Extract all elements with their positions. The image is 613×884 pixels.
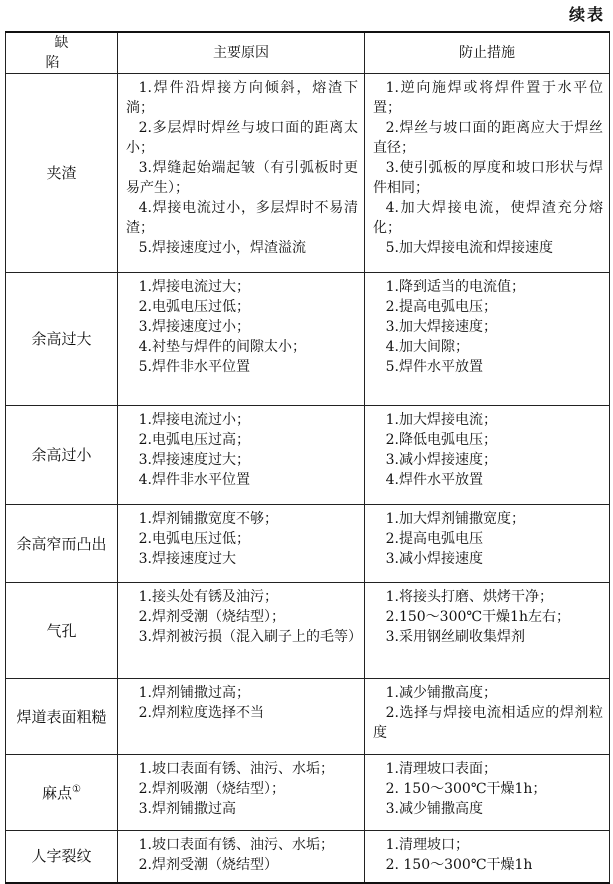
measure-item: 3.减小焊接速度；: [385, 452, 497, 468]
measures-cell: [365, 755, 610, 831]
measure-item: 3.减少铺撒高度: [385, 801, 483, 817]
measure-item: 2. 150～300℃干燥1h: [385, 857, 533, 873]
cause-item: 1.焊接电流过大；: [138, 279, 250, 295]
table-row: [6, 74, 610, 273]
causes-cell: [118, 406, 365, 505]
defect-cell: [6, 505, 118, 583]
measure-item: 1.降到适当的电流值；: [385, 279, 525, 295]
causes-cell: [118, 505, 365, 583]
causes-cell: [118, 755, 365, 831]
cause-item: 2.焊剂粒度选择不当: [138, 705, 264, 721]
causes-cell: [118, 831, 365, 883]
cause-item: 1.焊剂铺撒宽度不够；: [138, 511, 278, 527]
cause-item: 3.焊接速度过大；: [138, 452, 250, 468]
table-row: [6, 679, 610, 755]
measure-item: 2.提高电弧电压: [385, 531, 483, 547]
defect-cell: [6, 583, 118, 679]
measures-cell: [365, 583, 610, 679]
measure-item: 2.降低电弧电压；: [385, 432, 497, 448]
measures-cell: [365, 273, 610, 406]
cause-item: 1.坡口表面有锈、油污、水垢；: [138, 837, 334, 853]
measure-item: 1.将接头打磨、烘烤干净；: [385, 589, 553, 605]
defect-name: 人字裂纹: [31, 847, 92, 866]
measure-item: 4.加大间隙；: [385, 339, 469, 355]
defect-cell: [6, 406, 118, 505]
measure-item: 1.加大焊接电流；: [385, 412, 497, 428]
causes-cell: [118, 74, 365, 273]
cause-item: 4.衬垫与焊件的间隙太小；: [138, 339, 306, 355]
table-row: [6, 831, 610, 883]
defect-name: 夹渣: [46, 164, 77, 182]
measure-item: 1.清理坡口表面；: [385, 761, 497, 777]
cause-item: 2.焊剂吸潮（烧结型）；: [138, 781, 285, 797]
cause-item: 2.焊剂受潮（烧结型）；: [138, 609, 285, 625]
table-row: [6, 583, 610, 679]
header-causes: 主要原因: [118, 32, 365, 74]
continued-label: 续表: [568, 5, 605, 24]
cause-item: 2.焊剂受潮（烧结型）: [138, 857, 278, 873]
defect-table: [5, 31, 610, 884]
cause-item: 3.焊剂铺撒过高: [138, 801, 236, 817]
cause-item: 2.电弧电压过低；: [138, 299, 250, 315]
measures-cell: [365, 679, 610, 755]
cause-item: 1.焊剂铺撒过高；: [138, 685, 250, 701]
measure-item: 3.采用钢丝刷收集焊剂: [385, 629, 525, 645]
measure-item: 3.减小焊接速度: [385, 551, 483, 567]
measures-cell: [365, 505, 610, 583]
header-defect: 缺 陷: [6, 32, 118, 74]
defect-name: 余高过大: [31, 330, 92, 348]
measure-item: 3.加大焊接速度；: [385, 319, 497, 335]
measure-item: 2.选择与焊接电流相适应的焊剂粒度: [373, 705, 603, 741]
measure-item: 3.使引弧板的厚度和坡口形状与焊件相同；: [373, 160, 603, 196]
defect-cell: [6, 74, 118, 273]
defect-cell: [6, 755, 118, 831]
measure-item: 5.加大焊接电流和焊接速度: [385, 240, 553, 256]
cause-item: 4.焊接电流过小，多层焊时不易清渣；: [126, 200, 358, 236]
measures-cell: [365, 831, 610, 883]
measure-item: 5.焊件水平放置: [385, 359, 483, 375]
measure-item: 2. 150～300℃干燥1h；: [385, 781, 547, 797]
defect-name: 余高窄而凸出: [16, 534, 107, 553]
defect-cell: [6, 679, 118, 755]
measure-item: 4.焊件水平放置: [385, 472, 483, 488]
measure-item: 2.150～300℃干燥1h左右；: [385, 609, 570, 625]
causes-cell: [118, 679, 365, 755]
measure-item: 1.逆向施焊或将焊件置于水平位置；: [373, 80, 603, 116]
cause-item: 1.焊接电流过小；: [138, 412, 250, 428]
causes-cell: [118, 583, 365, 679]
measures-cell: [365, 406, 610, 505]
cause-item: 1.接头处有锈及油污；: [138, 589, 278, 605]
measures-cell: [365, 74, 610, 273]
causes-cell: [118, 273, 365, 406]
cause-item: 2.多层焊时焊丝与坡口面的距离太小；: [126, 120, 358, 156]
defect-cell: [6, 273, 118, 406]
defect-name: 余高过小: [31, 446, 92, 464]
cause-item: 3.焊剂被污损（混入刷子上的毛等）: [138, 629, 362, 645]
defect-cell: [6, 831, 118, 883]
measure-item: 2.提高电弧电压；: [385, 299, 497, 315]
cause-item: 1.坡口表面有锈、油污、水垢；: [138, 761, 334, 777]
header-measures: 防止措施: [365, 32, 610, 74]
measure-item: 1.加大焊剂铺撒宽度；: [385, 511, 525, 527]
cause-item: 4.焊件非水平位置: [138, 472, 250, 488]
table-row: [6, 406, 610, 505]
cause-item: 3.焊接速度过大: [138, 551, 236, 567]
table-body: [6, 74, 610, 883]
table-row: [6, 755, 610, 831]
cause-item: 1.焊件沿焊接方向倾斜，熔渣下淌；: [126, 80, 358, 116]
measure-item: 1.减少铺撒高度；: [385, 685, 497, 701]
measure-item: 4.加大焊接电流，使焊渣充分熔化；: [373, 200, 603, 236]
defect-name: 麻点: [42, 783, 73, 802]
cause-item: 3.焊缝起始端起皱（有引弧板时更易产生）；: [126, 160, 358, 196]
table-row: [6, 505, 610, 583]
table-row: [6, 273, 610, 406]
measure-item: 2.焊丝与坡口面的距离应大于焊丝直径；: [373, 120, 603, 156]
footnote-marker: ①: [72, 783, 81, 795]
table-header-row: [6, 32, 610, 74]
measure-item: 1.清理坡口；: [385, 837, 469, 853]
cause-item: 3.焊接速度过小；: [138, 319, 250, 335]
defect-name: 焊道表面粗糙: [16, 707, 107, 726]
cause-item: 2.电弧电压过低；: [138, 531, 250, 547]
cause-item: 2.电弧电压过高；: [138, 432, 250, 448]
defect-name: 气孔: [46, 621, 77, 640]
cause-item: 5.焊件非水平位置: [138, 359, 250, 375]
cause-item: 5.焊接速度过小，焊渣溢流: [138, 240, 306, 256]
